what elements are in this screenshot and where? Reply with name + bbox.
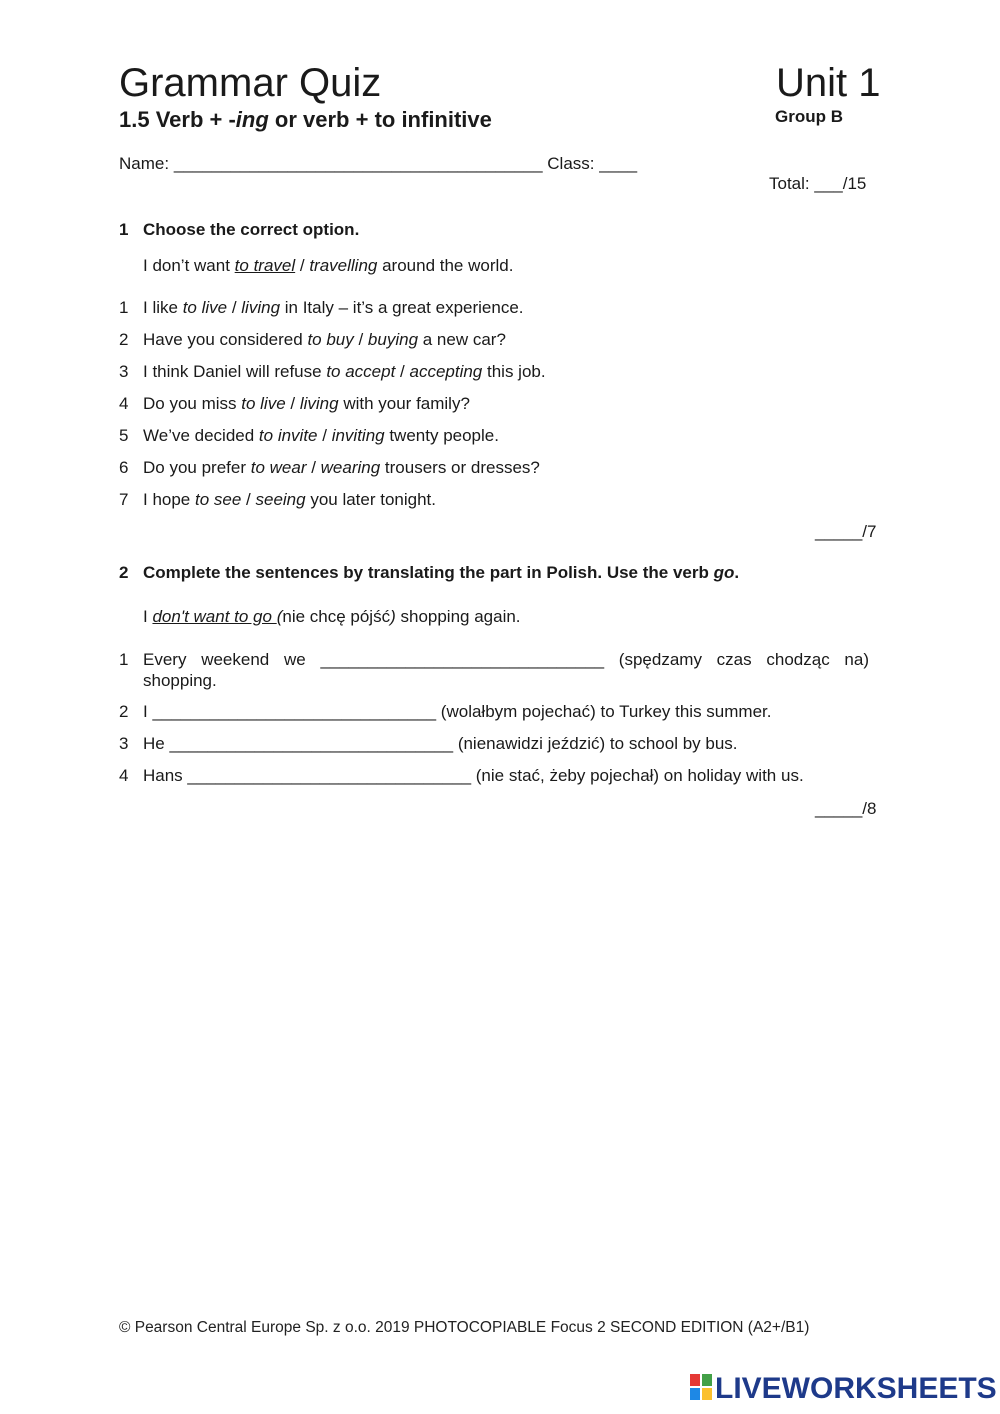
name-class-line — [119, 153, 637, 175]
section1-item: 7 I hope to see / seeing you later tonight. — [119, 490, 437, 509]
section1-example: I don’t want to travel / travelling around the world. — [143, 256, 514, 275]
liveworksheets-icon — [690, 1374, 712, 1405]
section2-heading: 2 Complete the sentences by translating the part in Polish. Use the verb go. — [119, 563, 740, 582]
option-b[interactable]: accepting — [409, 362, 483, 381]
section2-score: _____/8 — [815, 799, 877, 818]
logo-square-green — [702, 1374, 712, 1386]
copyright-footer: © Pearson Central Europe Sp. z o.o. 2019 PHOTOCOPIABLE Focus 2 SECOND EDITION (A2+/B1) — [119, 1319, 810, 1336]
section1-item: 6 Do you prefer to wear / wearing trousers or dresses? — [119, 458, 540, 477]
section1-item: 5 We’ve decided to invite / inviting twenty people. — [119, 426, 499, 445]
option-b[interactable]: living — [241, 298, 281, 317]
logo-square-yellow — [702, 1388, 712, 1400]
option-b[interactable]: inviting — [331, 426, 385, 445]
option-a[interactable]: to see — [195, 490, 242, 509]
section2-item: 1 Every weekend we ______________________________ (spędzamy czas chodząc na) shopping. — [119, 650, 869, 690]
logo-square-red — [690, 1374, 700, 1386]
option-a[interactable]: to accept — [326, 362, 396, 381]
quiz-title: Grammar Quiz — [119, 61, 382, 105]
section1-item: 3 I think Daniel will refuse to accept / accepting this job. — [119, 362, 546, 381]
name-field[interactable]: _______________________________________ — [173, 154, 543, 173]
section2-item: 2 I ______________________________ (wolałbym pojechać) to Turkey this summer. — [119, 702, 772, 721]
class-label: Class: — [547, 154, 595, 173]
section2-item: 4 Hans ______________________________ (nie stać, żeby pojechał) on holiday with us. — [119, 766, 804, 785]
section2-item-text[interactable]: I ______________________________ (wolałbym pojechać) to Turkey this summer. — [143, 702, 772, 721]
total-score: Total: ___/15 — [769, 174, 867, 193]
section2-item: 3 He ______________________________ (nienawidzi jeździć) to school by bus. — [119, 734, 738, 753]
class-field[interactable]: ____ — [599, 154, 638, 173]
section1-heading: 1 Choose the correct option. — [119, 220, 360, 239]
section2-item-text[interactable]: He ______________________________ (nienawidzi jeździć) to school by bus. — [143, 734, 738, 753]
option-a[interactable]: to live — [182, 298, 228, 317]
section1-score: _____/7 — [815, 522, 877, 541]
option-a[interactable]: to invite — [258, 426, 318, 445]
option-a[interactable]: to live — [241, 394, 286, 413]
unit-label: Unit 1 — [776, 61, 881, 105]
option-b[interactable]: seeing — [255, 490, 306, 509]
quiz-subtitle: 1.5 Verb + -ing or verb + to infinitive — [119, 107, 492, 132]
liveworksheets-logo — [690, 1372, 997, 1406]
section1-item: 2 Have you considered to buy / buying a new car? — [119, 330, 506, 349]
option-a[interactable]: to wear — [250, 458, 307, 477]
name-label: Name: — [119, 154, 170, 173]
logo-square-blue — [690, 1388, 700, 1400]
option-b[interactable]: wearing — [320, 458, 381, 477]
liveworksheets-text: LIVEWORKSHEETS — [715, 1372, 997, 1405]
group-label: Group B — [775, 107, 843, 126]
section2-item-text[interactable]: Hans ______________________________ (nie stać, żeby pojechał) on holiday with us. — [143, 766, 804, 785]
section2-example: I don't want to go (nie chcę pójść) shopping again. — [143, 607, 521, 626]
section1-item: 1 I like to live / living in Italy – it’s a great experience. — [119, 298, 524, 317]
section1-item: 4 Do you miss to live / living with your family? — [119, 394, 470, 413]
option-b[interactable]: buying — [367, 330, 419, 349]
option-b[interactable]: living — [299, 394, 339, 413]
section2-item-text[interactable]: Every weekend we ______________________________ (spędzamy czas chodząc na) shopping. — [143, 650, 869, 690]
option-a[interactable]: to buy — [307, 330, 354, 349]
total-field[interactable]: ___ — [814, 174, 843, 193]
